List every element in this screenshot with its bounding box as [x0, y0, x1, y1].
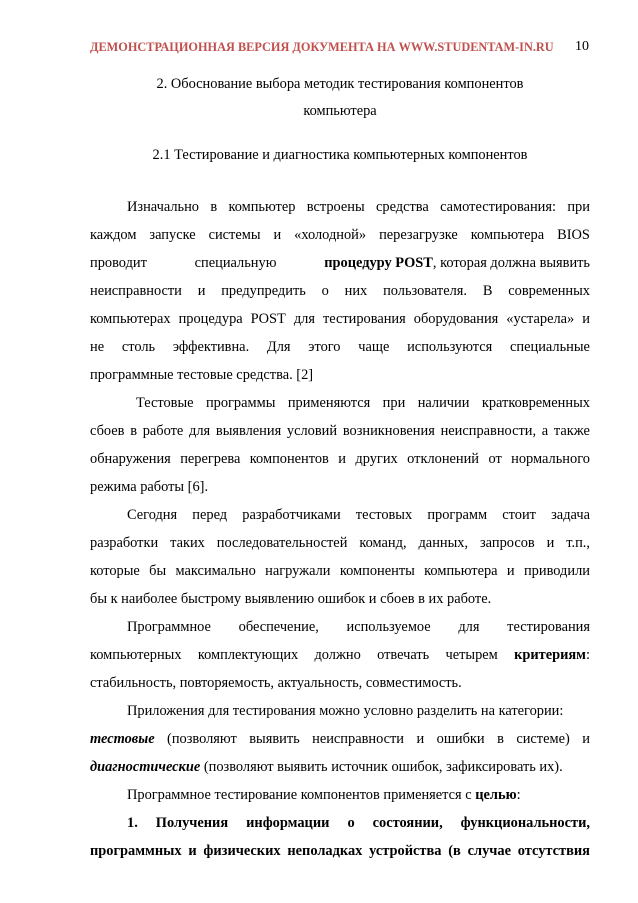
paragraph-2-line-4: режима работы [6]. [90, 479, 209, 495]
post-procedure-term: процедуру POST [324, 255, 433, 271]
paragraph-5-line-1: Приложения для тестирования можно условно разделить на категории: [127, 703, 564, 719]
paragraph-1-line-1: Изначально в компьютер встроены средства самотестирования: при [127, 199, 590, 215]
criteria-term: критериям [514, 647, 586, 663]
paragraph-2-line-1: Тестовые программы применяются при наличии кратковременных [136, 395, 590, 411]
diagnostics-term: диагностические [90, 759, 201, 775]
watermark-header: ДЕМОНСТРАЦИОННАЯ ВЕРСИЯ ДОКУМЕНТА НА WWW.STUDENTAM-IN.RU [90, 40, 554, 54]
paragraph-1-line-4: неисправности и предупредить о них пользователя. В современных [90, 283, 590, 299]
section-title: 2.1 Тестирование и диагностика компьютерных компонентов [152, 147, 528, 163]
tests-term: тестовые [90, 731, 155, 747]
paragraph-4-line-2: компьютерных комплектующих должно отвечать четырем критериям: [90, 647, 590, 663]
paragraph-3-line-2: разработки таких последовательностей команд, данных, запросов и т.п., [90, 535, 590, 551]
paragraph-5-line-2: тестовые (позволяют выявить неисправности и ошибки в системе) и [90, 727, 590, 751]
paragraph-7-line-1: 1. Получения информации о состоянии, функциональности, [127, 815, 590, 831]
paragraph-3-line-3: которые бы максимально нагружали компоненты компьютера и приводили [90, 563, 590, 579]
paragraph-1-line-2: каждом запуске системы и «холодной» перезагрузке компьютера BIOS [90, 227, 590, 243]
paragraph-6-line-1: Программное тестирование компонентов применяется с целью: [127, 787, 521, 803]
paragraph-1-line-7: программные тестовые средства. [2] [90, 367, 314, 383]
paragraph-1-line-6: не столь эффективна. Для этого чаще используются специальные [90, 339, 590, 355]
chapter-title-line-2: компьютера [303, 103, 377, 119]
paragraph-3-line-1: Сегодня перед разработчиками тестовых программ стоит задача [127, 507, 590, 523]
paragraph-4-line-3: стабильность, повторяемость, актуальность, совместимость. [90, 675, 462, 691]
paragraph-1-line-3: проводит специальную процедуру POST, которая должна выявить [90, 255, 590, 271]
page-number: 10 [575, 39, 589, 54]
chapter-title-line-1: 2. Обоснование выбора методик тестирования компонентов [156, 76, 524, 92]
paragraph-3-line-4: бы к наиболее быстрому выявлению ошибок и сбоев в их работе. [90, 591, 492, 607]
paragraph-5-line-3: диагностические (позволяют выявить источник ошибок, зафиксировать их). [90, 759, 563, 775]
paragraph-1-line-5: компьютерах процедура POST для тестирования оборудования «устарела» и [90, 311, 590, 327]
paragraph-7-line-2: программных и физических неполадках устройства (в случае отсутствия [90, 843, 590, 859]
purpose-term: целью [475, 787, 517, 803]
paragraph-2-line-3: обнаружения перегрева компонентов и других отклонений от нормального [90, 451, 590, 467]
paragraph-2-line-2: сбоев в работе для выявления условий возникновения неисправности, а также [90, 423, 590, 439]
paragraph-4-line-1: Программное обеспечение, используемое для тестирования [127, 619, 590, 635]
